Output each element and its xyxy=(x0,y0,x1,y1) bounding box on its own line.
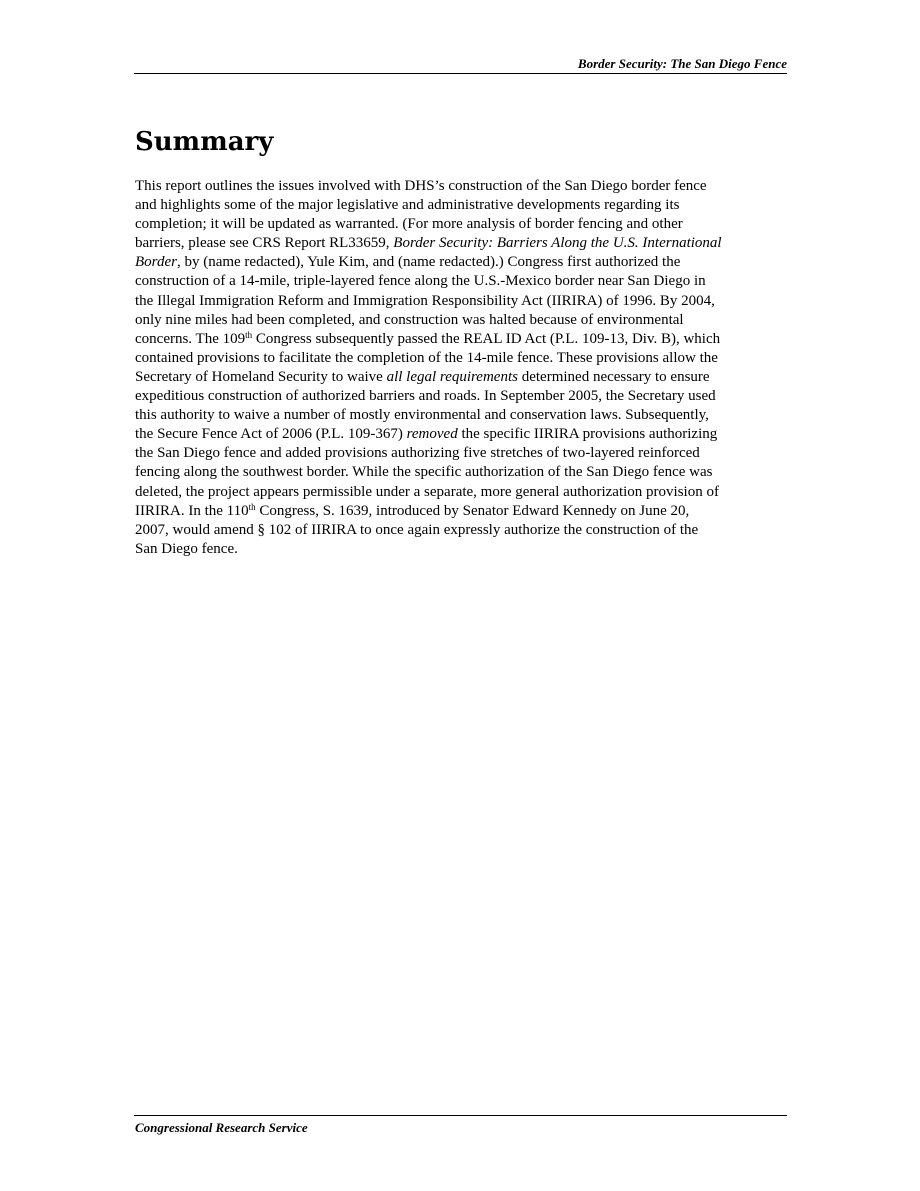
summary-line-20: San Diego fence. xyxy=(135,540,238,557)
summary-line-4: barriers, please see CRS Report RL33659, Border Security: Barriers Along the U.S. International xyxy=(135,235,722,252)
ordinal-superscript: th xyxy=(248,501,256,512)
summary-line-10: contained provisions to facilitate the completion of the 14-mile fence. These provisions allow the xyxy=(135,349,718,366)
summary-line-11: Secretary of Homeland Security to waive all legal requirements determined necessary to ensure xyxy=(135,368,710,385)
summary-line-13: this authority to waive a number of mostly environmental and conservation laws. Subsequently, xyxy=(135,407,709,424)
header-divider xyxy=(134,73,787,74)
ordinal-superscript: th xyxy=(245,329,253,340)
summary-line-3: completion; it will be updated as warranted. (For more analysis of border fencing and other xyxy=(135,216,683,233)
summary-line-19: 2007, would amend § 102 of IIRIRA to once again expressly authorize the construction of the xyxy=(135,521,699,538)
emphasis-removed: removed xyxy=(406,426,458,443)
cited-report-title: Border Security: Barriers Along the U.S. International xyxy=(393,235,722,252)
summary-line-5: Border, by (name redacted), Yule Kim, and (name redacted).) Congress first authorized the xyxy=(135,254,681,271)
cited-report-title-cont: Border xyxy=(135,254,177,271)
summary-line-18: IIRIRA. In the 110th Congress, S. 1639, introduced by Senator Edward Kennedy on June 20, xyxy=(135,501,690,519)
summary-line-9: concerns. The 109th Congress subsequently passed the REAL ID Act (P.L. 109-13, Div. B), which xyxy=(135,329,721,347)
summary-line-14: the Secure Fence Act of 2006 (P.L. 109-367) removed the specific IIRIRA provisions authorizing xyxy=(135,426,718,443)
running-footer-organization: Congressional Research Service xyxy=(135,1120,308,1135)
summary-line-8: only nine miles had been completed, and construction was halted because of environmental xyxy=(135,311,684,328)
running-header-title: Border Security: The San Diego Fence xyxy=(577,56,787,71)
summary-line-7: the Illegal Immigration Reform and Immigration Responsibility Act (IIRIRA) of 1996. By 2004, xyxy=(135,292,715,309)
footer-divider xyxy=(134,1115,787,1116)
summary-line-12: expeditious construction of authorized barriers and roads. In September 2005, the Secretary used xyxy=(135,388,716,405)
summary-heading: Summary xyxy=(135,127,274,157)
summary-line-16: fencing along the southwest border. While the specific authorization of the San Diego fence was xyxy=(135,464,713,481)
emphasis-legal-requirements: all legal requirements xyxy=(386,368,518,385)
summary-line-15: the San Diego fence and added provisions authorizing five stretches of two-layered reinforced xyxy=(135,445,700,462)
summary-line-2: and highlights some of the major legislative and administrative developments regarding its xyxy=(135,197,680,214)
summary-line-6: construction of a 14-mile, triple-layered fence along the U.S.-Mexico border near San Diego in xyxy=(135,273,706,290)
summary-line-17: deleted, the project appears permissible under a separate, more general authorization provision of xyxy=(135,483,719,500)
summary-paragraph xyxy=(135,177,795,559)
summary-line-1: This report outlines the issues involved with DHS’s construction of the San Diego border fence xyxy=(135,178,707,194)
